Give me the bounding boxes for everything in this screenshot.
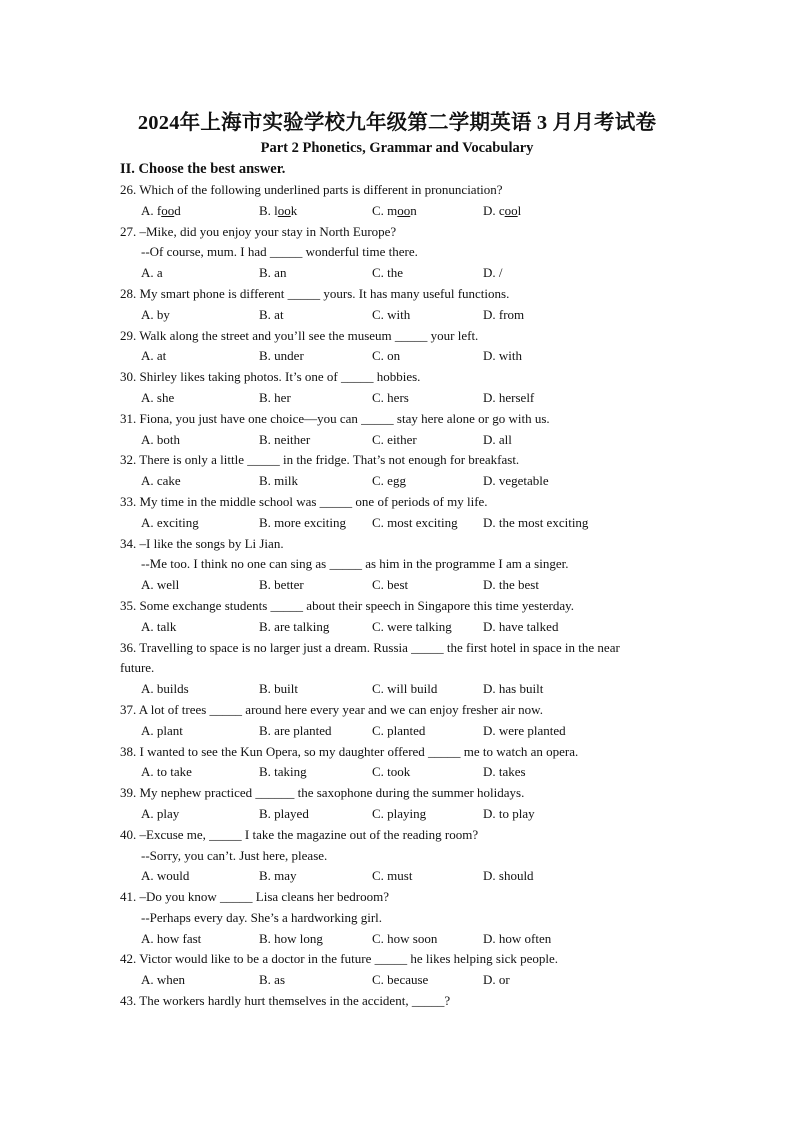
answer-option-c[interactable]: C. because [372,972,429,988]
question-item [120,534,680,596]
question-text: Travelling to space is no larger just a dream. Russia _____ the first hotel in space in the near [139,639,620,655]
question-number: 34. [120,535,137,551]
option-text-part: k [290,202,298,218]
answer-options [120,721,680,742]
question-item [120,222,680,284]
answer-option-a[interactable]: A. at [141,348,167,364]
question-number: 33. [120,493,137,509]
answer-option-d[interactable]: D. has built [483,681,544,697]
underlined-letters: oo [397,202,411,218]
answer-option-c[interactable]: C. were talking [372,618,452,634]
answer-option-b[interactable]: B. are talking [259,618,330,634]
dialogue-reply: --Sorry, you can’t. Just here, please. [141,847,328,863]
answer-option-c[interactable]: C. egg [372,473,406,489]
answer-options [120,430,680,451]
question-number: 26. [120,182,137,197]
option-text-part: n [410,202,417,218]
answer-option-d[interactable]: D. were planted [483,722,566,738]
question-text: –I like the songs by Li Jian. [139,535,284,551]
answer-option-a[interactable]: A. well [141,577,180,593]
question-item [120,492,680,534]
question-stem [120,949,680,970]
question-item [120,825,680,887]
answer-option-c[interactable]: C. must [372,868,413,884]
question-number: 27. [120,223,137,239]
answer-option-a[interactable]: A. talk [141,618,177,634]
question-number: 30. [120,369,137,385]
question-text: Shirley likes taking photos. It’s one of _____ hobbies. [139,369,421,385]
answer-option-b[interactable] [259,201,297,222]
question-number: 41. [120,889,137,905]
answer-options [120,305,680,326]
answer-options [120,575,680,596]
answer-option-a[interactable]: A. both [141,431,180,447]
question-text-continued: future. [120,660,155,676]
answer-option-d[interactable]: D. should [483,868,534,884]
question-item [120,326,680,368]
answer-option-d[interactable]: D. with [483,348,522,364]
answer-option-b[interactable]: B. better [259,577,304,593]
answer-option-d[interactable]: D. or [483,972,510,988]
option-text-part: B. l [259,202,278,218]
answer-option-a[interactable]: A. exciting [141,514,199,530]
question-stem [120,284,680,305]
answer-option-b[interactable]: B. more exciting [259,514,347,530]
question-number: 36. [120,639,137,655]
underlined-letters: oo [161,202,175,218]
question-item [120,284,680,326]
option-text-part: D. c [483,202,505,218]
option-text-part: C. m [372,202,398,218]
question-text: My nephew practiced ______ the saxophone during the summer holidays. [139,785,525,801]
dialogue-reply: --Of course, mum. I had _____ wonderful time there. [141,244,418,260]
question-number: 40. [120,826,137,842]
question-stem [120,783,680,804]
answer-options [120,804,680,825]
answer-option-b[interactable]: B. as [259,972,285,988]
question-text: A lot of trees _____ around here every year and we can enjoy fresher air now. [138,701,543,717]
answer-option-a[interactable] [141,201,181,222]
question-text: Some exchange students _____ about their speech in Singapore this time yesterday. [139,597,575,613]
dialogue-reply: --Perhaps every day. She’s a hardworking girl. [141,909,383,925]
answer-options [120,346,680,367]
answer-options [120,929,680,950]
answer-option-c[interactable]: C. will build [372,681,438,697]
question-text: My smart phone is different _____ yours. It has many useful functions. [139,285,510,301]
question-stem [120,825,680,846]
question-number: 42. [120,951,137,967]
answer-option-a[interactable]: A. she [141,389,175,405]
question-number: 39. [120,785,137,801]
question-number: 35. [120,597,137,613]
answer-option-a[interactable]: A. how fast [141,930,202,946]
question-item [120,991,680,1012]
option-text-part: A. f [141,202,162,218]
answer-options [120,762,680,783]
answer-option-b[interactable]: B. her [259,389,291,405]
answer-options [120,388,680,409]
answer-option-b[interactable]: B. are planted [259,722,332,738]
answer-option-d[interactable]: D. vegetable [483,473,549,489]
question-text: I wanted to see the Kun Opera, so my daughter offered _____ me to watch an opera. [139,743,579,759]
answer-option-c[interactable]: C. with [372,306,411,322]
answer-option-a[interactable]: A. to take [141,764,192,780]
answer-option-d[interactable] [483,201,521,222]
answer-option-b[interactable]: B. under [259,348,304,364]
answer-options [120,970,680,991]
answer-option-b[interactable]: B. may [259,868,297,884]
question-stem [120,180,680,201]
answer-option-c[interactable]: C. playing [372,805,427,821]
answer-option-a[interactable]: A. plant [141,722,183,738]
answer-option-a[interactable]: A. when [141,972,186,988]
question-text: There is only a little _____ in the fridge. That’s not enough for breakfast. [139,452,520,468]
question-number: 28. [120,285,137,301]
answer-option-d[interactable]: D. herself [483,389,535,405]
underlined-letters: oo [277,202,291,218]
answer-option-d[interactable]: D. all [483,431,512,447]
question-item [120,367,680,409]
question-stem [120,887,680,908]
answer-option-a[interactable]: A. play [141,805,180,821]
question-item [120,450,680,492]
question-text: My time in the middle school was _____ one of periods of my life. [139,493,488,509]
question-stem [120,700,680,721]
question-text: The workers hardly hurt themselves in the accident, _____? [139,993,451,1009]
question-list [120,180,680,1012]
answer-option-c[interactable]: C. took [372,764,411,780]
question-item [120,409,680,451]
answer-option-c[interactable]: C. on [372,348,401,364]
answer-option-b[interactable]: B. built [259,681,299,697]
dialogue-reply: --Me too. I think no one can sing as _____ as him in the programme I am a singer. [141,556,569,572]
question-stem [120,742,680,763]
answer-option-c[interactable]: C. the [372,265,404,281]
answer-option-a[interactable]: A. builds [141,681,189,697]
answer-option-c[interactable]: C. planted [372,722,426,738]
answer-options [120,513,680,534]
question-text: –Excuse me, _____ I take the magazine out of the reading room? [139,826,479,842]
exam-title: 2024年上海市实验学校九年级第二学期英语 3 月月考试卷 [137,112,657,134]
answer-options [120,679,680,700]
question-text: Walk along the street and you’ll see the museum _____ your left. [139,327,479,343]
answer-option-a[interactable]: A. by [141,306,170,322]
question-text: Victor would like to be a doctor in the future _____ he likes helping sick people. [139,951,558,967]
answer-options [120,263,680,284]
answer-options [120,471,680,492]
question-item [120,638,680,700]
question-item [120,180,680,222]
answer-option-d[interactable]: D. how often [483,930,552,946]
answer-option-d[interactable]: D. the best [483,577,539,593]
answer-option-d[interactable]: D. / [483,265,503,281]
question-stem [120,596,680,617]
answer-option-b[interactable]: B. milk [259,473,299,489]
answer-option-c[interactable]: C. most exciting [372,514,458,530]
answer-option-a[interactable]: A. would [141,868,190,884]
answer-option-b[interactable]: B. played [259,805,309,821]
question-number: 43. [120,993,137,1009]
answer-option-b[interactable]: B. taking [259,764,307,780]
answer-option-d[interactable]: D. have talked [483,618,559,634]
question-number: 31. [120,410,137,426]
option-text-part: d [174,202,181,218]
answer-option-c[interactable] [372,201,417,222]
question-stem [120,326,680,347]
option-text-part: l [517,202,522,218]
answer-option-c[interactable]: C. how soon [372,930,438,946]
part-heading: Part 2 Phonetics, Grammar and Vocabulary [260,140,534,156]
answer-options [120,201,680,222]
question-stem [120,409,680,430]
answer-option-c[interactable]: C. hers [372,389,409,405]
question-text: Fiona, you just have one choice—you can _____ stay here alone or go with us. [139,410,550,426]
question-number: 32. [120,452,137,468]
question-stem [120,991,680,1012]
question-number: 37. [120,701,137,717]
question-number: 29. [120,327,137,343]
answer-option-b[interactable]: B. how long [259,930,323,946]
answer-option-c[interactable]: C. best [372,577,409,593]
question-item [120,700,680,742]
question-item [120,949,680,991]
question-stem [120,367,680,388]
underlined-letters: oo [504,202,518,218]
question-item [120,783,680,825]
question-item [120,742,680,784]
answer-option-d[interactable]: D. from [483,306,525,322]
question-stem [120,492,680,513]
answer-option-a[interactable]: A. cake [141,473,181,489]
question-stem [120,450,680,471]
question-text: Which of the following underlined parts is different in pronunciation? [139,182,503,197]
answer-option-d[interactable]: D. to play [483,805,535,821]
section-heading: II. Choose the best answer. [120,161,286,177]
answer-option-d[interactable]: D. takes [483,764,526,780]
question-number: 38. [120,743,137,759]
answer-option-d[interactable]: D. the most exciting [483,514,589,530]
answer-options [120,866,680,887]
question-item [120,596,680,638]
answer-option-b[interactable]: B. at [259,306,284,322]
question-stem [120,638,680,659]
answer-option-a[interactable]: A. a [141,265,163,281]
question-stem [120,222,680,243]
question-item [120,887,680,949]
question-text: –Do you know _____ Lisa cleans her bedroom? [139,889,389,905]
answer-option-c[interactable]: C. either [372,431,417,447]
answer-option-b[interactable]: B. an [259,265,287,281]
answer-option-b[interactable]: B. neither [259,431,311,447]
question-stem [120,534,680,555]
answer-options [120,617,680,638]
question-text: –Mike, did you enjoy your stay in North Europe? [139,223,397,239]
